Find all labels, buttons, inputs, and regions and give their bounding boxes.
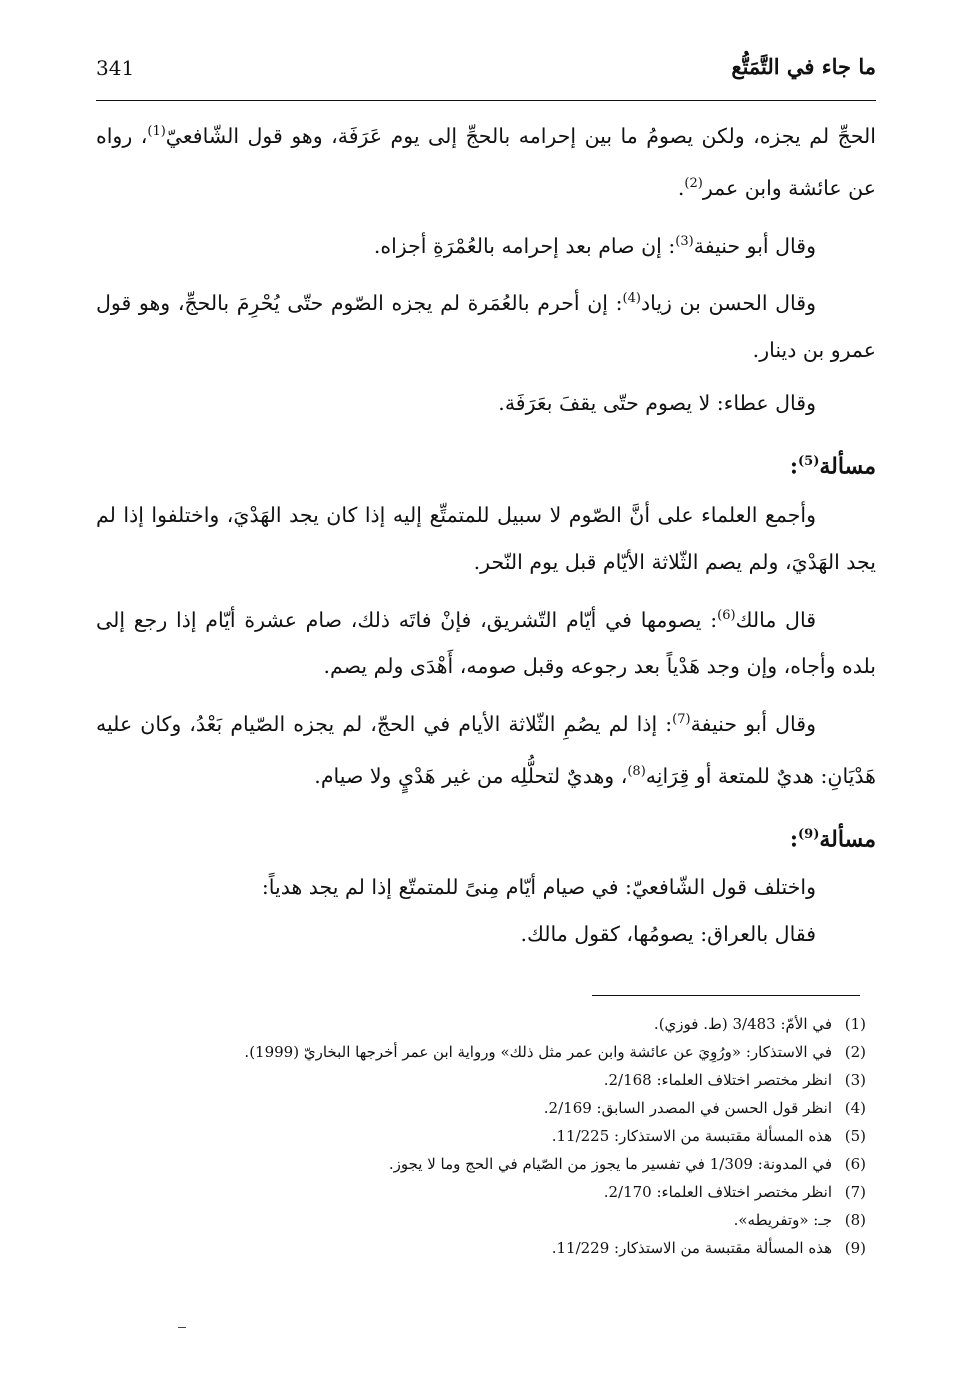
paragraph-3: وقال الحسن بن زياد$^{(4)}$: إن أحرم بالعُمَرة لم يجزه الصّوم حتّى يُحْرِمَ بالحجِّ، وهو قول عمرو بن دينار. <box>96 291 876 363</box>
footnote-ref: (1) <box>147 124 166 139</box>
footnote-ref: (2) <box>684 175 703 191</box>
paragraph-7: وقال أبو حنيفة$^{(7)}$: إذا لم يصُمِ الثّلاثة الأيام في الحجّ، لم يجزه الصّيام بَعْدُ، وكان عليه هَدْيَانِ: هديٌ للمتعة أو قِرَانِه$^{(8)}$، وهديٌ لتحلُّلِه من غير هَدْيٍ ولا صيام. <box>96 712 876 789</box>
footnote-6: (6)في المدونة: 1/309 في تفسير ما يجوز من الصّيام في الحج وما لا يجوز. <box>388 1155 866 1173</box>
page-number: 341 <box>96 56 135 80</box>
paragraph-5: وأجمع العلماء على أنَّ الصّوم لا سبيل للمتمتِّع إليه إذا كان يجد الهَدْيَ، واختلفوا إذا لم يجد الهَدْيَ، ولم يصم الثّلاثة الأيّام قبل يوم النّحر. <box>96 502 876 574</box>
footnote-4: (4)انظر قول الحسن في المصدر السابق: 2/169. <box>543 1099 866 1117</box>
footnote-ref: (8) <box>627 764 646 780</box>
section-heading-1: مسألة$^{(5)}$: <box>789 453 876 480</box>
main-text <box>96 108 876 958</box>
footnote-ref: (3) <box>675 233 694 249</box>
footnote-ref: (6) <box>717 607 736 623</box>
header-rule <box>96 100 876 101</box>
footnote-ref: (7) <box>672 712 691 728</box>
footnote-rule <box>592 995 860 996</box>
footnote-8: (8)جـ: «وتفريطه». <box>733 1211 866 1229</box>
paragraph-2: وقال أبو حنيفة$^{(3)}$: إن صام بعد إحرامه بالعُمْرَةِ أجزاه. <box>373 233 816 258</box>
paragraph-1: الحجِّ لم يجزه، ولكن يصومُ ما بين إحرامه بالحجِّ إلى يوم عَرَفَة، وهو قول الشّافعيّ$^{(1)}$، رواه عن عائشة وابن عمر$^{(2)}$. <box>96 123 876 200</box>
footnote-ref: (5) <box>798 454 820 470</box>
paragraph-9: فقال بالعراق: يصومُها، كقول مالك. <box>520 922 816 947</box>
footnote-7: (7)انظر مختصر اختلاف العلماء: 2/170. <box>603 1183 866 1201</box>
paragraph-6: قال مالك$^{(6)}$: يصومها في أيّام التّشريق، فإنْ فاتَه ذلك، صام عشرة أيّام إذا رجع إلى بلده وأجاه، وإن وجد هَدْياً بعد رجوعه وقبل صومه، أَهْدَى ولم يصم. <box>96 607 876 679</box>
running-title: ما جاء في التَّمَتُّع <box>731 54 876 79</box>
footnote-3: (3)انظر مختصر اختلاف العلماء: 2/168. <box>603 1071 866 1089</box>
footnote-9: (9)هذه المسألة مقتبسة من الاستذكار: 11/229. <box>551 1239 866 1257</box>
footnote-ref: (9) <box>798 827 820 843</box>
footnote-ref: (4) <box>622 291 641 307</box>
scan-mark <box>178 1327 186 1328</box>
footnotes <box>96 1010 876 1262</box>
footnote-5: (5)هذه المسألة مقتبسة من الاستذكار: 11/225. <box>551 1127 866 1145</box>
footnote-1: (1)في الأمّ: 3/483 (ط. فوزي). <box>653 1015 866 1033</box>
paragraph-8: واختلف قول الشّافعيّ: في صيام أيّام مِنىً للمتمتّع إذا لم يجد هدياً: <box>261 875 816 900</box>
paragraph-4: وقال عطاء: لا يصوم حتّى يقفَ بعَرَفَة. <box>498 391 816 416</box>
section-heading-2: مسألة$^{(9)}$: <box>789 826 876 853</box>
footnote-2: (2)في الاستذكار: «ورُوِيَ عن عائشة وابن عمر مثل ذلك» ورواية ابن عمر أخرجها البخاريّ (1999). <box>244 1043 866 1061</box>
page-header <box>96 52 876 92</box>
